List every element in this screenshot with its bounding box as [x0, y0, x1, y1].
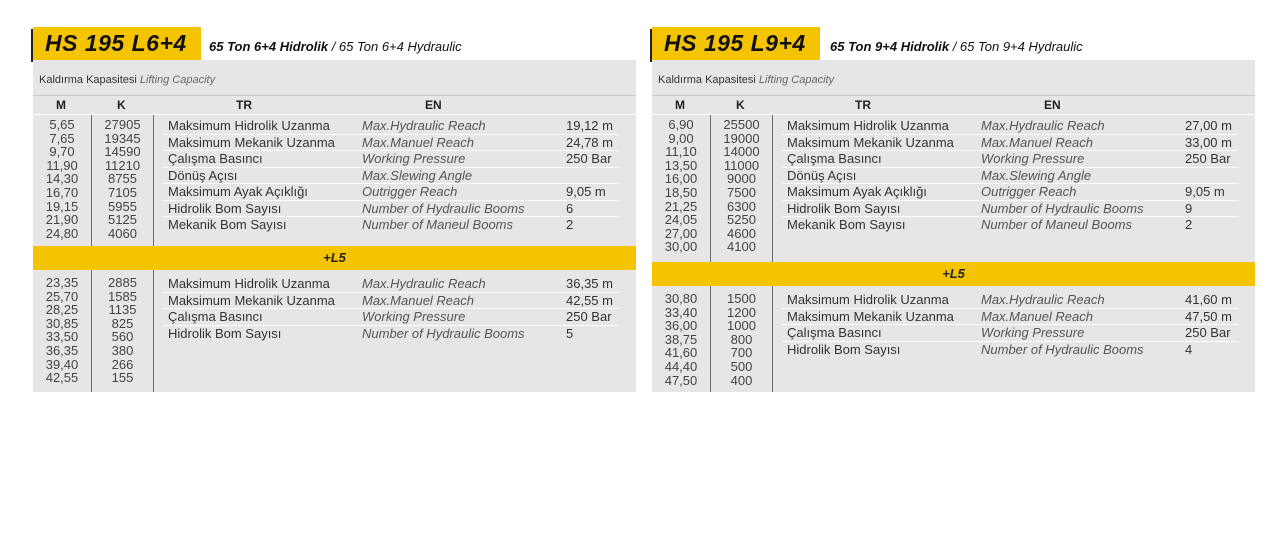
spec-row: Çalışma Basıncı Working Pressure 250 Bar [163, 151, 619, 168]
extension-bar: +L5 [652, 262, 1255, 286]
capacity-section-main [33, 115, 636, 246]
spec-row: Maksimum Mekanik Uzanma Max.Manuel Reach 33,00 m [782, 135, 1238, 152]
model-subtitle [209, 39, 462, 54]
m-values: 30,80 33,40 36,00 38,75 41,60 44,40 47,50 [664, 291, 698, 388]
spec-table [652, 60, 1255, 392]
spec-row: Hidrolik Bom Sayısı Number of Hydraulic Booms 5 [168, 325, 574, 341]
spec-row: Maksimum Mekanik Uzanma Max.Manuel Reach 42,55 m [163, 293, 619, 310]
spec-rows [782, 118, 1238, 233]
spec-row: Maksimum Ayak Açıklığı Outrigger Reach 9,05 m [782, 184, 1238, 201]
panel-header [33, 27, 636, 60]
spec-row: Maksimum Mekanik Uzanma Max.Manuel Reach 47,50 m [782, 309, 1238, 326]
capacity-label-en: Lifting Capacity [139, 74, 216, 86]
spec-rows [163, 118, 619, 233]
spec-row: Dönüş Açısı Max.Slewing Angle [782, 168, 1238, 185]
m-values: 6,90 9,00 11,10 13,50 16,00 18,50 21,25 24,05 27,00 30,00 [664, 117, 698, 255]
spec-row: Hidrolik Bom Sayısı Number of Hydraulic Booms 6 [163, 201, 619, 218]
column-headers [33, 96, 636, 115]
model-title: HS 195 L6+4 [33, 27, 201, 60]
m-values: 5,65 7,65 9,70 11,90 14,30 16,70 19,15 21,90 24,80 [45, 117, 79, 241]
col-en: EN [425, 98, 442, 112]
model-subtitle [830, 39, 1083, 54]
k-values: 2885 1585 1135 825 560 380 266 155 [108, 275, 137, 386]
spec-rows [163, 276, 619, 341]
capacity-label-tr: Kaldırma Kapasitesi [39, 74, 137, 86]
spec-row: Dönüş Açısı Max.Slewing Angle [163, 168, 619, 185]
k-values: 25500 19000 14000 11000 9000 7500 6300 5250 4600 4100 [723, 117, 760, 255]
col-m: M [56, 98, 66, 112]
col-k: K [736, 98, 745, 112]
column-headers [652, 96, 1255, 115]
panel-header [652, 27, 1255, 60]
spec-panel-l9 [652, 27, 1255, 392]
spec-row: Maksimum Ayak Açıklığı Outrigger Reach 9,05 m [163, 184, 619, 201]
spec-row: Çalışma Basıncı Working Pressure 250 Bar [782, 325, 1238, 342]
k-values: 1500 1200 1000 800 700 500 400 [727, 291, 756, 388]
k-values: 27905 19345 14590 11210 8755 7105 5955 5125 4060 [104, 117, 141, 241]
model-title: HS 195 L9+4 [652, 27, 820, 60]
col-m: M [675, 98, 685, 112]
spec-row: Mekanik Bom Sayısı Number of Maneul Booms 2 [168, 217, 574, 232]
capacity-bar [33, 60, 636, 96]
spec-panel-l6 [33, 27, 636, 392]
col-tr: TR [855, 98, 871, 112]
spec-row: Maksimum Mekanik Uzanma Max.Manuel Reach 24,78 m [163, 135, 619, 152]
capacity-section-main [652, 115, 1255, 262]
capacity-section-extension [33, 270, 636, 392]
extension-bar: +L5 [33, 246, 636, 270]
capacity-label-tr: Kaldırma Kapasitesi [658, 74, 756, 86]
spec-table [33, 60, 636, 392]
spec-row: Çalışma Basıncı Working Pressure 250 Bar [782, 151, 1238, 168]
capacity-section-extension [652, 286, 1255, 392]
capacity-label-en: Lifting Capacity [758, 74, 835, 86]
spec-row: Maksimum Hidrolik Uzanma Max.Hydraulic Reach 41,60 m [782, 292, 1238, 309]
m-values: 23,35 25,70 28,25 30,85 33,50 36,35 39,40 42,55 [45, 275, 79, 386]
col-tr: TR [236, 98, 252, 112]
spec-row: Hidrolik Bom Sayısı Number of Hydraulic Booms 9 [782, 201, 1238, 218]
spec-rows [782, 292, 1238, 357]
spec-row: Maksimum Hidrolik Uzanma Max.Hydraulic Reach 19,12 m [163, 118, 619, 135]
col-k: K [117, 98, 126, 112]
capacity-bar [652, 60, 1255, 96]
spec-row: Maksimum Hidrolik Uzanma Max.Hydraulic Reach 36,35 m [163, 276, 619, 293]
spec-row: Maksimum Hidrolik Uzanma Max.Hydraulic Reach 27,00 m [782, 118, 1238, 135]
spec-row: Çalışma Basıncı Working Pressure 250 Bar [163, 309, 619, 326]
subtitle-tr: 65 Ton 6+4 Hidrolik [209, 39, 329, 54]
spec-row: Mekanik Bom Sayısı Number of Maneul Booms 2 [787, 217, 1193, 232]
col-en: EN [1044, 98, 1061, 112]
subtitle-en: / 65 Ton 9+4 Hydraulic [949, 39, 1083, 54]
subtitle-en: / 65 Ton 6+4 Hydraulic [328, 39, 462, 54]
spec-row: Hidrolik Bom Sayısı Number of Hydraulic Booms 4 [787, 341, 1193, 357]
subtitle-tr: 65 Ton 9+4 Hidrolik [830, 39, 950, 54]
